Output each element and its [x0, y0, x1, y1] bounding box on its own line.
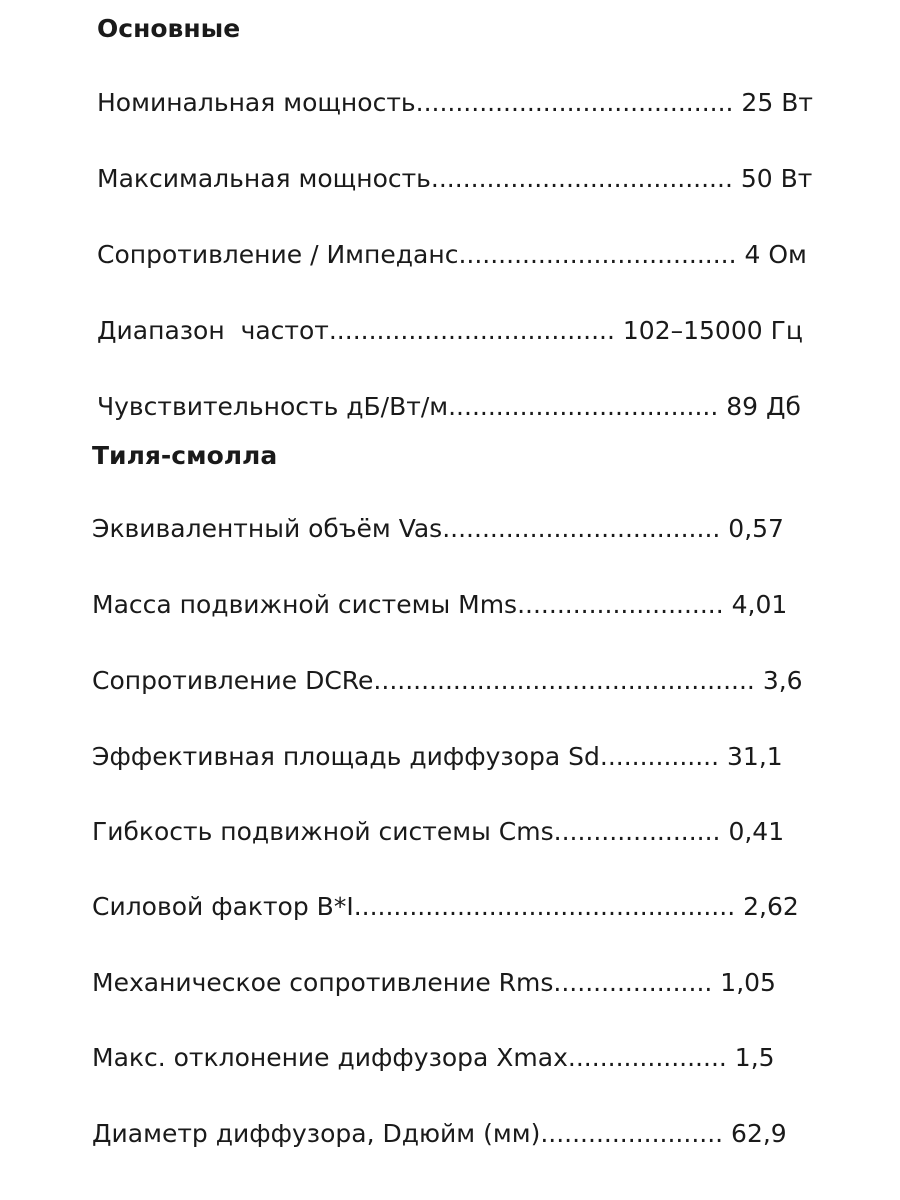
spec-line-sd: Эффективная площадь диффузора Sd............... 31,1: [92, 742, 783, 771]
section-heading-main: Основные: [97, 14, 241, 43]
spec-line-frequency-range: Диапазон частот.................................... 102–15000 Гц: [97, 316, 803, 345]
spec-line-sensitivity: Чувствительность дБ/Вт/м.................................. 89 Дб: [97, 392, 801, 421]
spec-line-vas: Эквивалентный объём Vas................................... 0,57: [92, 514, 784, 543]
section-heading-thiele-small: Тиля-смолла: [92, 441, 278, 470]
spec-line-cone-diameter: Диаметр диффузора, Dдюйм (мм)....................... 62,9: [92, 1119, 787, 1148]
spec-line-max-power: Максимальная мощность...................................... 50 Вт: [97, 164, 813, 193]
spec-line-mms: Масса подвижной системы Mms.......................... 4,01: [92, 590, 788, 619]
spec-line-cms: Гибкость подвижной системы Cms..................... 0,41: [92, 817, 785, 846]
spec-line-nominal-power: Номинальная мощность........................................ 25 Вт: [97, 88, 813, 117]
spec-line-rms: Механическое сопротивление Rms.................... 1,05: [92, 968, 776, 997]
spec-line-impedance: Сопротивление / Импеданс................................... 4 Ом: [97, 240, 807, 269]
spec-line-bl: Силовой фактор B*I................................................ 2,62: [92, 892, 799, 921]
spec-line-dcre: Сопротивление DCRe................................................ 3,6: [92, 666, 803, 695]
spec-line-xmax: Макс. отклонение диффузора Xmax.................... 1,5: [92, 1043, 775, 1072]
